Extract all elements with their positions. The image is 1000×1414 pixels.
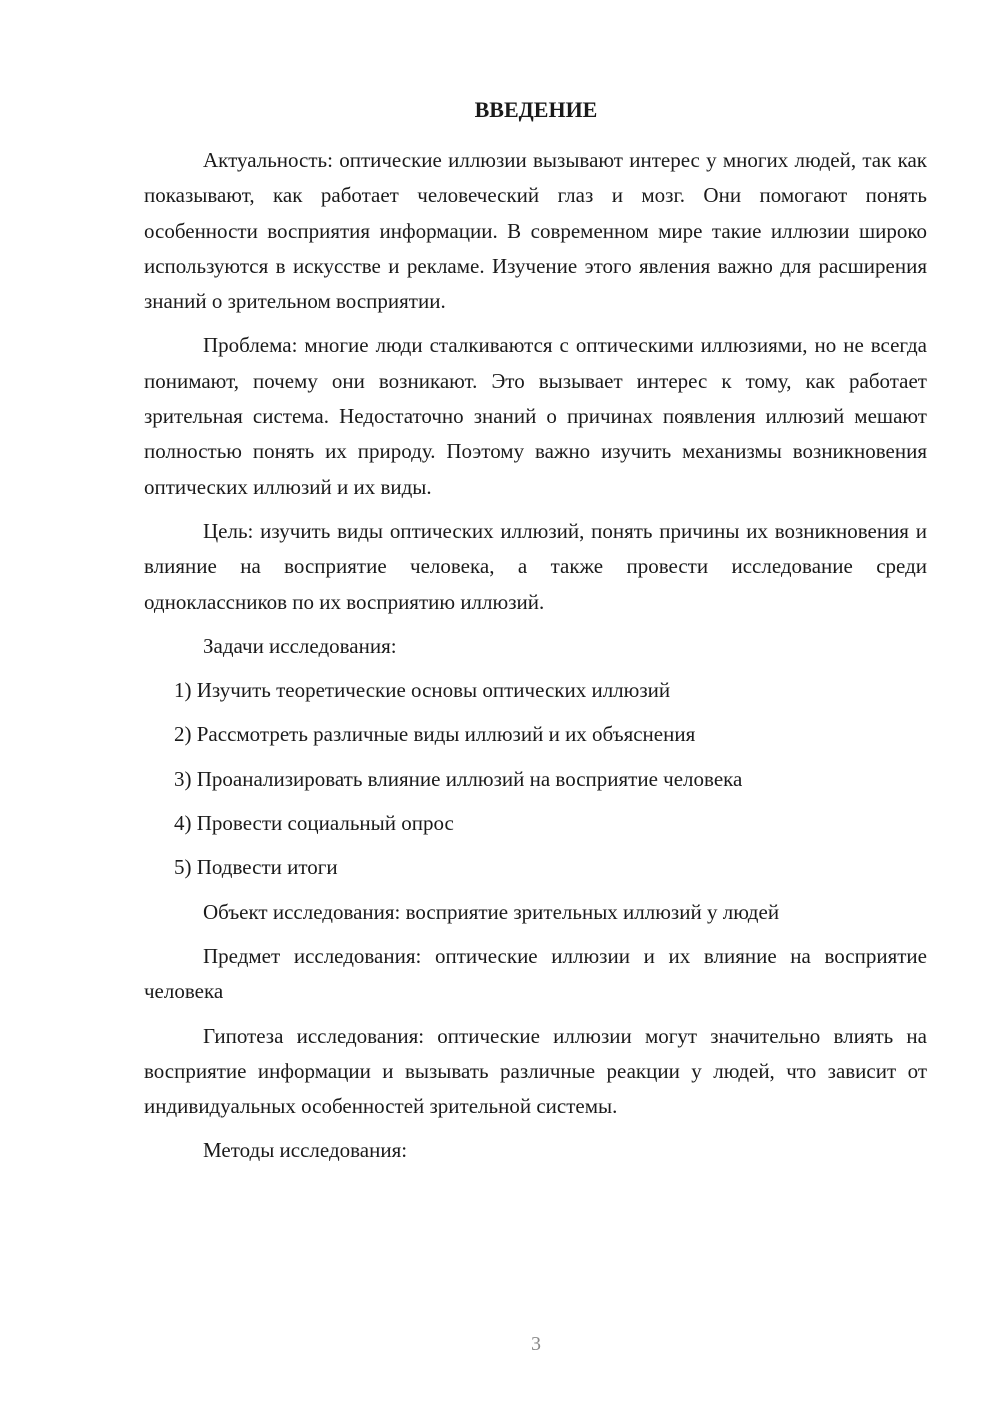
- document-body: [144, 143, 927, 1178]
- hypothesis-paragraph: Гипотеза исследования: оптические иллюзии могут значительно влиять на восприятие информации и вызывать различные реакции у людей, что зависит от индивидуальных особенностей зрительной системы.: [144, 1023, 927, 1119]
- task-item: 5) Подвести итоги: [174, 855, 338, 880]
- task-item: 4) Провести социальный опрос: [174, 811, 454, 836]
- problem-paragraph: Проблема: многие люди сталкиваются с оптическими иллюзиями, но не всегда понимают, почему они возникают. Это вызывает интерес к тому, как работает зрительная система. Недостаточно знаний о причинах появления иллюзий мешают полностью понять их природу. Поэтому важно изучить механизмы возникновения оптических иллюзий и их виды.: [144, 333, 927, 499]
- page-number: 3: [531, 1333, 541, 1355]
- goal-paragraph: Цель: изучить виды оптических иллюзий, понять причины их возникновения и влияние на восприятие человека, а также провести исследование среди одноклассников по их восприятию иллюзий.: [144, 518, 927, 614]
- relevance-paragraph: Актуальность: оптические иллюзии вызывают интерес у многих людей, так как показывают, как работает человеческий глаз и мозг. Они помогают понять особенности восприятия информации. В современном мире такие иллюзии широко используются в искусстве и рекламе. Изучение этого явления важно для расширения знаний о зрительном восприятии.: [144, 148, 927, 314]
- task-item: 3) Проанализировать влияние иллюзий на восприятие человека: [174, 766, 743, 791]
- task-item: 1) Изучить теоретические основы оптических иллюзий: [174, 678, 671, 703]
- tasks-list: [144, 673, 927, 885]
- tasks-heading: Задачи исследования:: [203, 633, 397, 658]
- object-paragraph: Объект исследования: восприятие зрительных иллюзий у людей: [203, 899, 780, 924]
- task-item: 2) Рассмотреть различные виды иллюзий и их объяснения: [174, 722, 696, 747]
- subject-paragraph: Предмет исследования: оптические иллюзии и их влияние на восприятие человека: [144, 943, 927, 1004]
- page-title: ВВЕДЕНИЕ: [474, 97, 598, 122]
- methods-heading: Методы исследования:: [203, 1138, 408, 1163]
